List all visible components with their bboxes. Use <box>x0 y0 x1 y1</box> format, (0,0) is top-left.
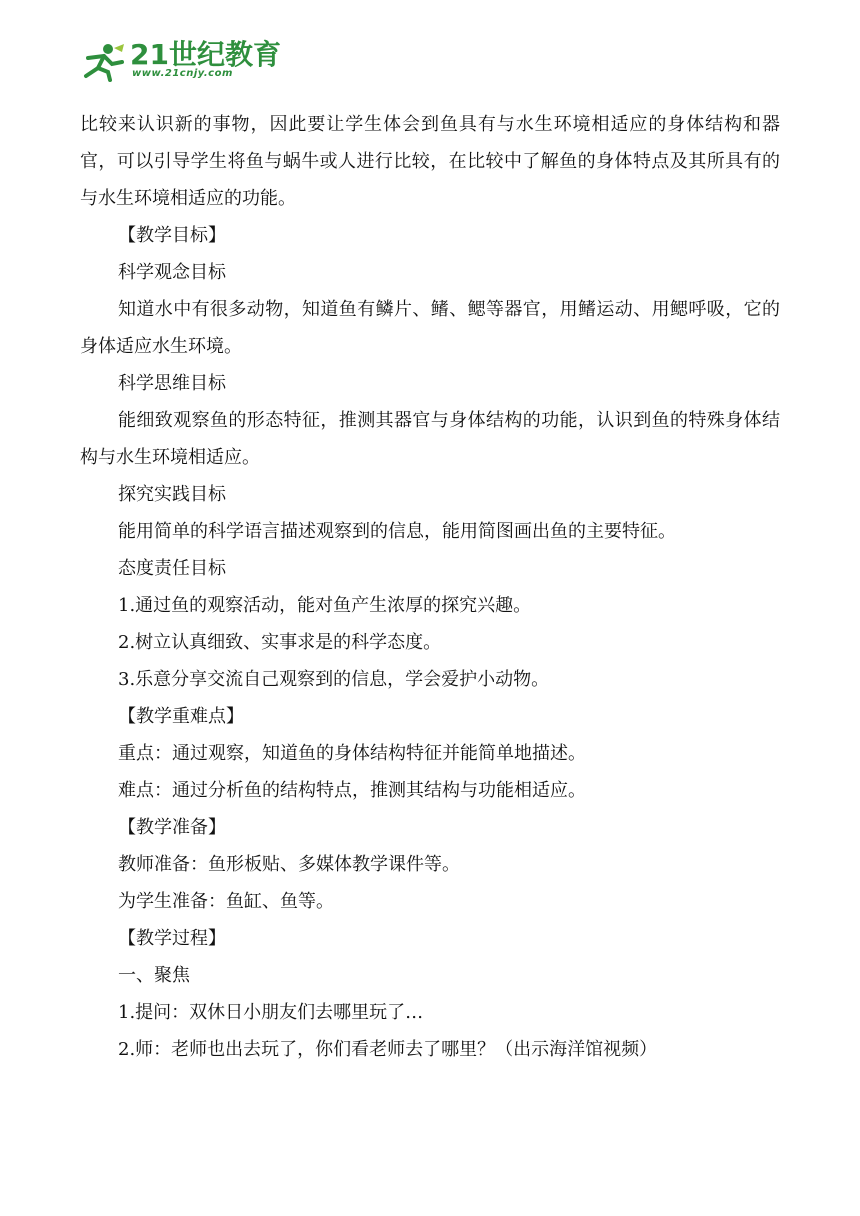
list-item: 3.乐意分享交流自己观察到的信息，学会爱护小动物。 <box>118 669 550 690</box>
logo-url: www.21cnjy.com <box>132 68 233 79</box>
goal-text-concept: 知道水中有很多动物，知道鱼有鳞片、鳍、鳃等器官，用鳍运动、用鳃呼吸，它的身体适应水生环境。 <box>80 299 780 357</box>
goal-title-attitude: 态度责任目标 <box>118 558 226 579</box>
goal-title-practice: 探究实践目标 <box>118 484 226 505</box>
teacher-prep: 教师准备：鱼形板贴、多媒体教学课件等。 <box>118 854 460 875</box>
prep-heading: 【教学准备】 <box>118 817 226 838</box>
running-figure-logo-icon <box>78 42 128 82</box>
goal-title-concept: 科学观念目标 <box>118 262 226 283</box>
section-title: 一、聚焦 <box>118 965 190 986</box>
goal-text-practice: 能用简单的科学语言描述观察到的信息，能用简图画出鱼的主要特征。 <box>118 521 676 542</box>
list-item: 1.通过鱼的观察活动，能对鱼产生浓厚的探究兴趣。 <box>118 595 532 616</box>
student-prep: 为学生准备：鱼缸、鱼等。 <box>118 891 334 912</box>
keypoints-heading: 【教学重难点】 <box>118 706 244 727</box>
logo-title: 21世纪教育 <box>130 38 281 71</box>
list-item: 1.提问：双休日小朋友们去哪里玩了… <box>118 1002 424 1023</box>
process-heading: 【教学过程】 <box>118 928 226 949</box>
list-item: 2.树立认真细致、实事求是的科学态度。 <box>118 632 442 653</box>
difficult-point: 难点：通过分析鱼的结构特点，推测其结构与功能相适应。 <box>118 780 586 801</box>
goals-heading: 【教学目标】 <box>118 225 226 246</box>
goal-title-thinking: 科学思维目标 <box>118 373 226 394</box>
list-item: 2.师：老师也出去玩了，你们看老师去了哪里？（出示海洋馆视频） <box>118 1039 658 1060</box>
goal-text-thinking: 能细致观察鱼的形态特征，推测其器官与身体结构的功能，认识到鱼的特殊身体结构与水生环境相适应。 <box>80 410 780 468</box>
logo <box>78 38 281 86</box>
document-body <box>80 106 780 1068</box>
key-point: 重点：通过观察，知道鱼的身体结构特征并能简单地描述。 <box>118 743 586 764</box>
intro-paragraph: 比较来认识新的事物，因此要让学生体会到鱼具有与水生环境相适应的身体结构和器官，可以引导学生将鱼与蜗牛或人进行比较，在比较中了解鱼的身体特点及其所具有的与水生环境相适应的功能。 <box>80 114 780 209</box>
page-header <box>78 38 378 98</box>
